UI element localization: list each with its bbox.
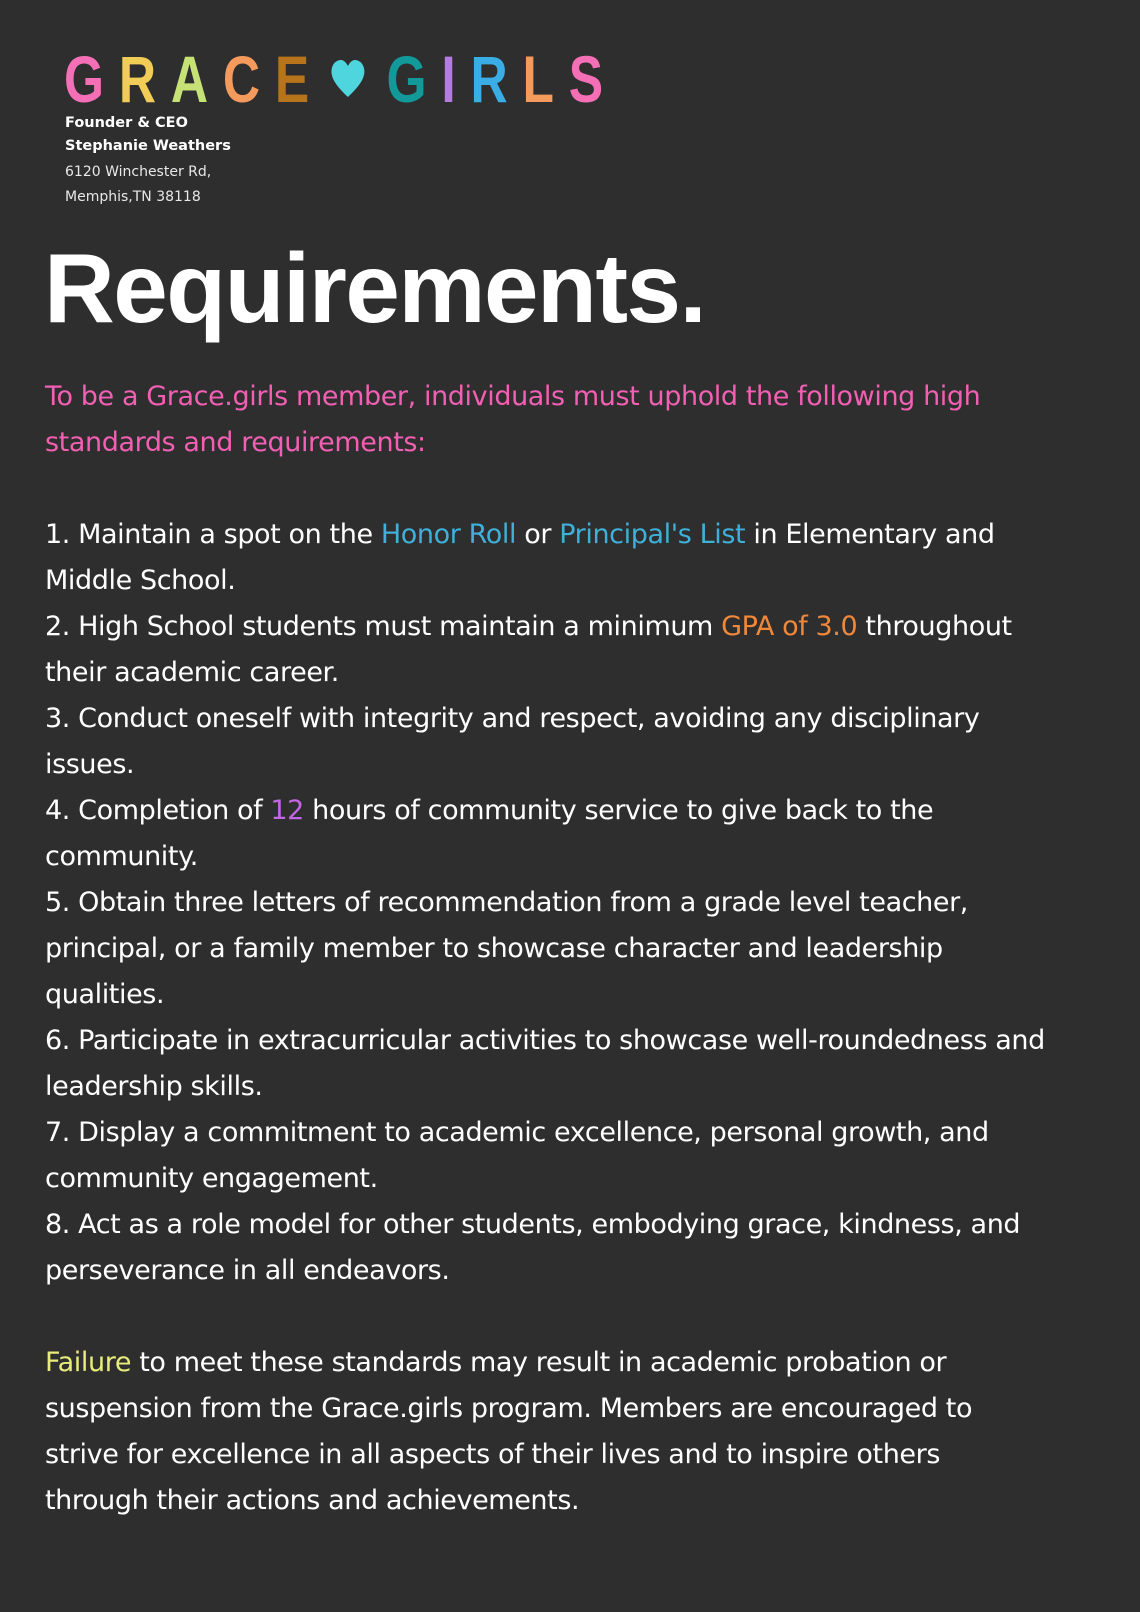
failure-highlight: Failure	[45, 1347, 132, 1378]
page-title: Requirements.	[44, 233, 706, 343]
intro-text: To be a Grace.girls member, individuals must uphold the following high standards and requirements:	[45, 381, 981, 458]
gpa-highlight: GPA of 3.0	[721, 611, 858, 642]
contact-block	[65, 112, 231, 210]
logo-letter: E	[274, 42, 325, 116]
logo-letter: S	[568, 42, 618, 116]
requirement-item: 4. Completion of 12 hours of community service to give back to the community.	[45, 795, 934, 872]
requirement-item: 5. Obtain three letters of recommendation from a grade level teacher, principal, or a family member to showcase character and leadership qualities.	[45, 887, 968, 1010]
founder-role: Founder & CEO	[65, 115, 188, 131]
closing-text: Failure to meet these standards may result in academic probation or suspension from the Grace.girls program. Members are encouraged to strive for excellence in all aspects of their lives and to inspire others through their actions and achievements.	[45, 1347, 973, 1516]
principals-list-highlight: Principal's List	[559, 519, 746, 550]
requirement-item: 7. Display a commitment to academic excellence, personal growth, and community engagement.	[45, 1117, 989, 1194]
logo-letter: C	[222, 42, 275, 116]
requirement-item: 6. Participate in extracurricular activities to showcase well-roundedness and leadership skills.	[45, 1025, 1045, 1102]
logo-letter: R	[118, 42, 171, 116]
logo-letter: L	[522, 42, 569, 116]
honor-roll-highlight: Honor Roll	[380, 519, 517, 550]
hours-highlight: 12	[270, 795, 304, 826]
logo-letter: A	[170, 42, 223, 116]
heart-icon	[330, 59, 366, 99]
grace-girls-logo	[64, 42, 618, 116]
logo-letter: I	[441, 42, 471, 116]
requirement-item: 3. Conduct oneself with integrity and respect, avoiding any disciplinary issues.	[45, 703, 980, 780]
logo-letter: R	[470, 42, 523, 116]
requirement-item: 1. Maintain a spot on the Honor Roll or Principal's List in Elementary and Middle School.	[45, 519, 995, 596]
logo-letter: G	[386, 42, 442, 116]
address-line-1: 6120 Winchester Rd,	[65, 164, 212, 180]
requirement-item: 8. Act as a role model for other students, embodying grace, kindness, and perseverance in all endeavors.	[45, 1209, 1021, 1286]
requirements-body	[45, 374, 1045, 1524]
founder-name: Stephanie Weathers	[65, 138, 231, 154]
requirement-item: 2. High School students must maintain a minimum GPA of 3.0 throughout their academic career.	[45, 611, 1012, 688]
address-line-2: Memphis,TN 38118	[65, 189, 201, 205]
logo-letter: G	[64, 42, 119, 116]
